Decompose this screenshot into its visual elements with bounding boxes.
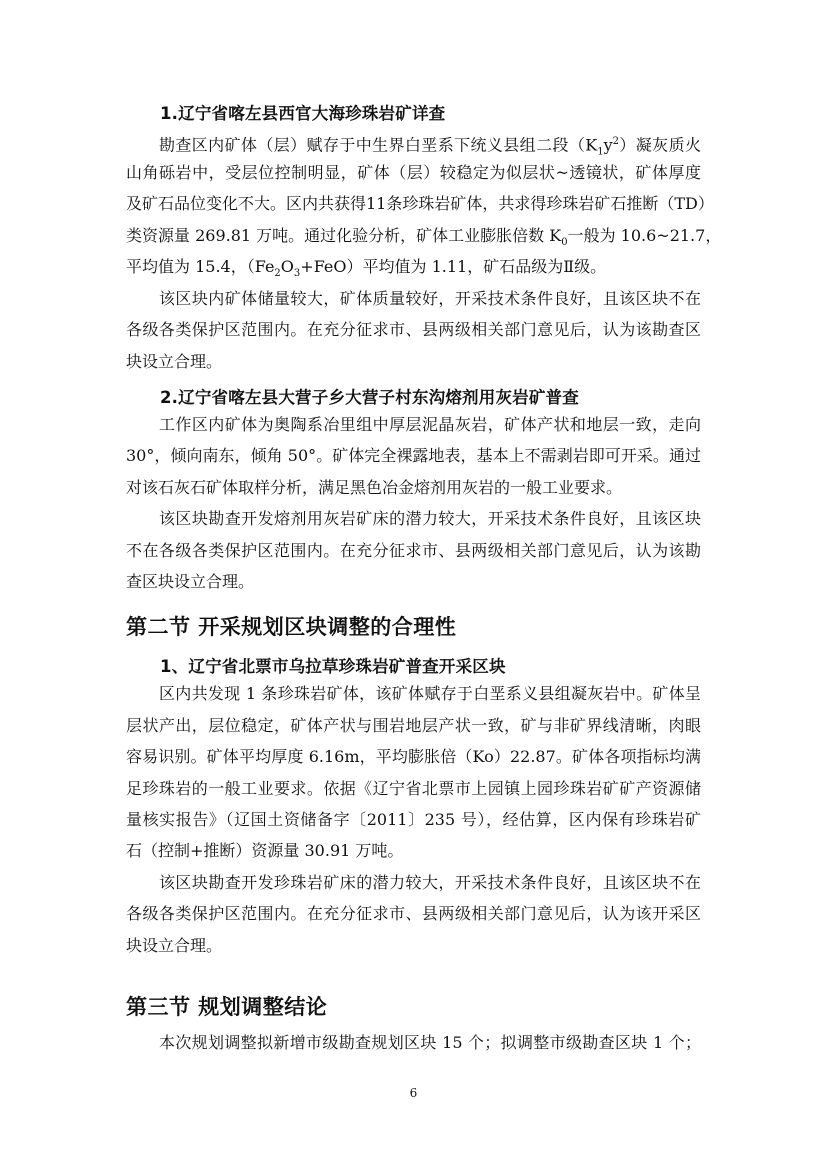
paragraph-line: 该区块勘查开发熔剂用灰岩矿床的潜力较大，开采技术条件良好，且该区块 — [159, 509, 701, 528]
paragraph-line: 层状产出，层位稳定，矿体产状与围岩地层产状一致，矿与非矿界线清晰，肉眼 — [126, 716, 701, 735]
paragraph-line: 及矿石品位变化不大。区内共获得11条珍珠岩矿体，共求得珍珠岩矿石推断（TD） — [126, 194, 714, 213]
paragraph-line: 工作区内矿体为奥陶系冶里组中厚层泥晶灰岩，矿体产状和地层一致，走向 — [159, 415, 701, 434]
paragraph-line: 山角砾岩中，受层位控制明显，矿体（层）较稳定为似层状~透镜状，矿体厚度 — [126, 163, 701, 182]
paragraph-line: 容易识别。矿体平均厚度 6.16m，平均膨胀倍（Ko）22.87。矿体各项指标均满 — [126, 747, 701, 766]
paragraph-line: 量核实报告》（辽国土资储备字〔2011〕235 号），经估算，区内保有珍珠岩矿 — [126, 810, 701, 829]
paragraph-line: 30°，倾向南东，倾角 50°。矿体完全裸露地表，基本上不需剥岩即可开采。通过 — [126, 446, 701, 465]
sub-heading-1: 1、辽宁省北票市乌拉草珍珠岩矿普查开采区块 — [160, 657, 506, 676]
section-heading-1: 1.辽宁省喀左县西官大海珍珠岩矿详查 — [160, 104, 446, 123]
paragraph-line: 足珍珠岩的一般工业要求。依据《辽宁省北票市上园镇上园珍珠岩矿矿产资源储 — [126, 779, 701, 798]
paragraph-line: 块设立合理。 — [126, 936, 223, 955]
chapter-heading-2: 第二节 开采规划区块调整的合理性 — [126, 615, 457, 639]
paragraph-line: 各级各类保护区范围内。在充分征求市、县两级相关部门意见后，认为该勘查区 — [126, 320, 701, 339]
paragraph-line: 该区块勘查开发珍珠岩矿床的潜力较大，开采技术条件良好，且该区块不在 — [159, 873, 701, 892]
chapter-heading-3: 第三节 规划调整结论 — [126, 995, 328, 1019]
page-number: 6 — [409, 1086, 418, 1100]
paragraph-line: 勘查区内矿体（层）赋存于中生界白垩系下统义县组二段$(K_1y^2)$凝灰质火 — [159, 135, 701, 158]
paragraph-line: 区内共发现 1 条珍珠岩矿体，该矿体赋存于白垩系义县组凝灰岩中。矿体呈 — [159, 684, 701, 703]
paragraph-line: 该区块内矿体储量较大，矿体质量较好，开采技术条件良好，且该区块不在 — [159, 289, 701, 308]
paragraph-line: 各级各类保护区范围内。在充分征求市、县两级相关部门意见后，认为该开采区 — [126, 904, 701, 923]
paragraph-line: 石（控制+推断）资源量 30.91 万吨。 — [126, 841, 404, 860]
paragraph-line: 平均值为 15.4，$(Fe_2O_3+FeO)$平均值为 1.11，矿石品级为Ⅱ级。 — [126, 257, 607, 280]
paragraph-line: 块设立合理。 — [126, 352, 223, 371]
paragraph-line: 类资源量 269.81 万吨。通过化验分析，矿体工业膨胀倍数 $K_0$一般为 10.6~21.7， — [126, 226, 722, 249]
paragraph-line: 对该石灰石矿体取样分析，满足黑色冶金熔剂用灰岩的一般工业要求。 — [126, 478, 623, 497]
section-heading-2: 2.辽宁省喀左县大营子乡大营子村东沟熔剂用灰岩矿普查 — [160, 388, 579, 407]
paragraph-line: 查区块设立合理。 — [126, 572, 255, 591]
paragraph-line: 不在各级各类保护区范围内。在充分征求市、县两级相关部门意见后，认为该勘 — [126, 541, 701, 560]
paragraph-line: 本次规划调整拟新增市级勘查规划区块 15 个；拟调整市级勘查区块 1 个； — [159, 1033, 701, 1052]
